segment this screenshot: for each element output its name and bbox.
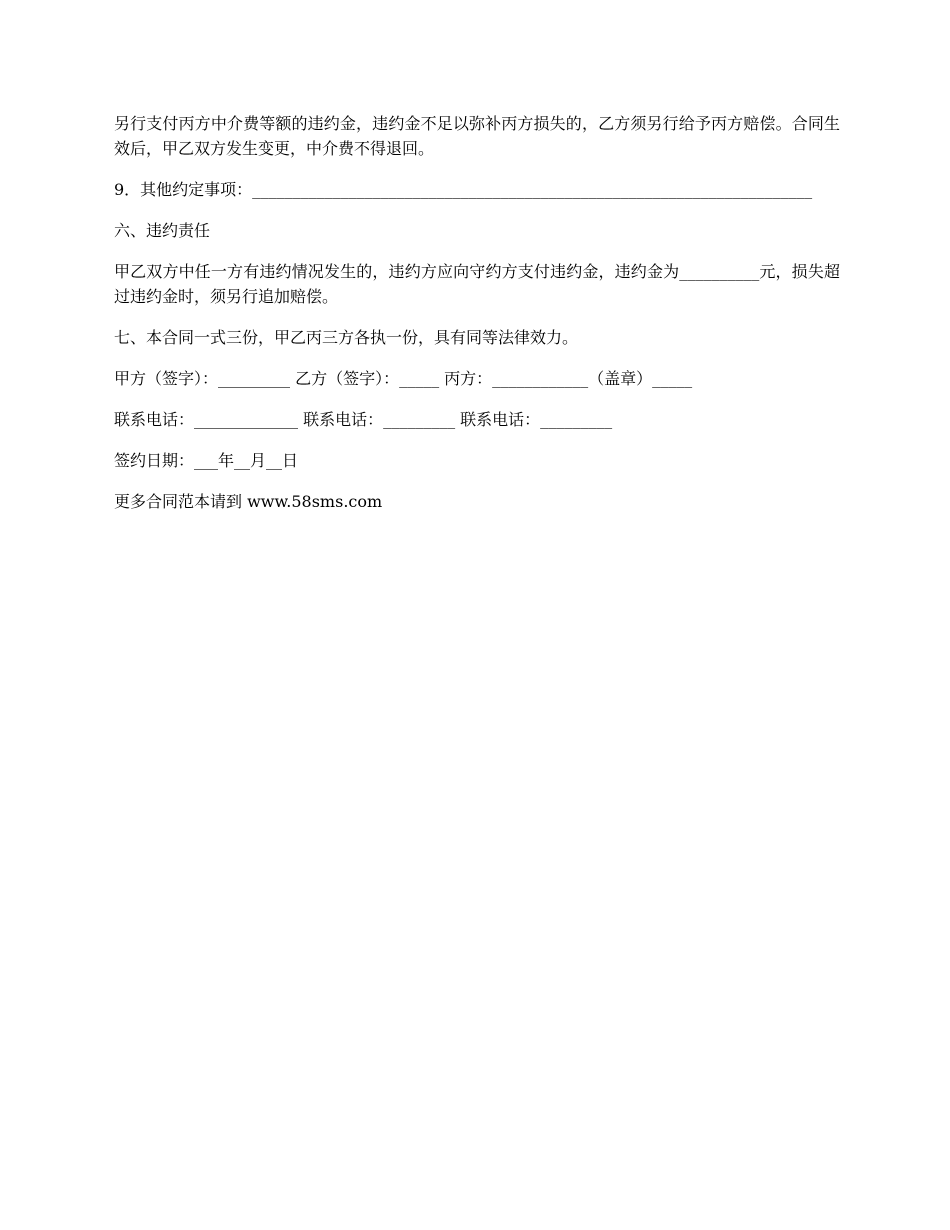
- clause-penalty-continuation: 另行支付丙方中介费等额的违约金，违约金不足以弥补丙方损失的，乙方须另行给予丙方赔偿。合同生效后，甲乙双方发生变更，中介费不得退回。: [114, 114, 840, 158]
- footer-link-text: 更多合同范本请到 www.58sms.com: [114, 492, 383, 511]
- clause-breach-liability: 甲乙双方中任一方有违约情况发生的，违约方应向守约方支付违约金，违约金为__________元，损失超过违约金时，须另行追加赔偿。: [114, 262, 840, 306]
- section-heading-breach: 六、违约责任: [114, 221, 211, 240]
- signing-date-line: 签约日期：___年__月__日: [114, 451, 299, 470]
- signature-line: 甲方（签字）：_________ 乙方（签字）：_____ 丙方：____________（盖章）_____: [114, 369, 693, 388]
- section-copies: 七、本合同一式三份，甲乙丙三方各执一份，具有同等法律效力。: [114, 328, 579, 347]
- document-page: [114, 111, 840, 530]
- contact-phone-line: 联系电话：_____________ 联系电话：_________ 联系电话：_________: [114, 410, 613, 429]
- clause-other-matters: 9．其他约定事项：______________________________________________________________________: [114, 180, 813, 199]
